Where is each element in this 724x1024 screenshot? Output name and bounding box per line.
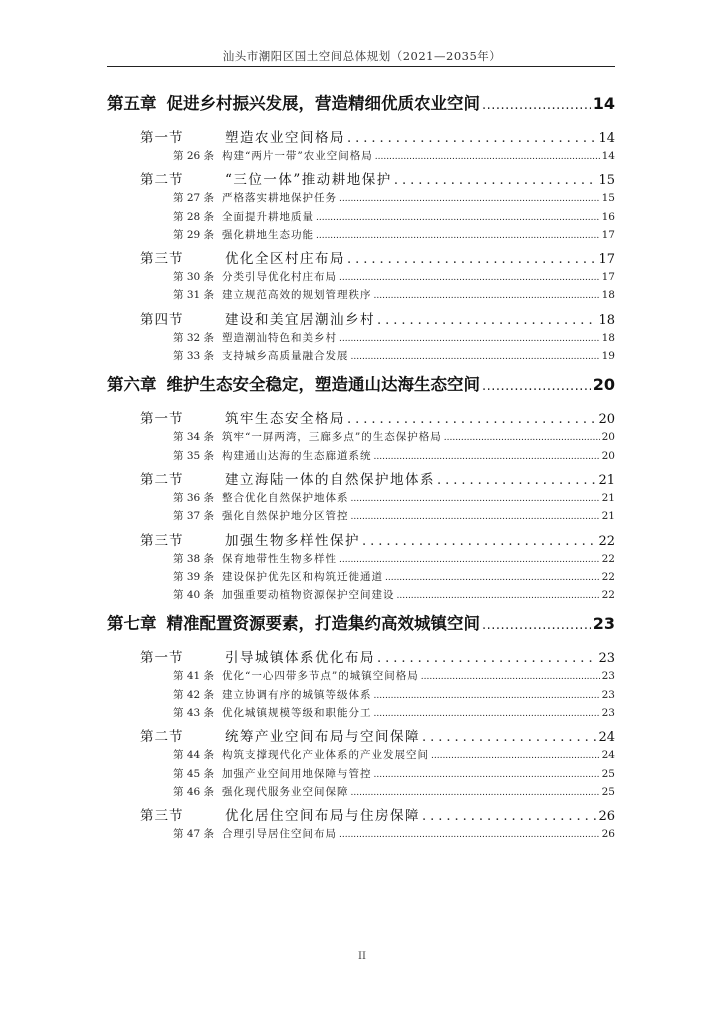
toc-page-number: 20 bbox=[598, 412, 615, 428]
toc-section-entry[interactable] bbox=[107, 468, 615, 490]
toc-article-title: 构建通山达海的生态廊道系统 bbox=[222, 449, 372, 462]
dot-leader bbox=[339, 194, 600, 204]
toc-article-entry[interactable] bbox=[107, 429, 615, 447]
toc-article-entry[interactable] bbox=[107, 687, 615, 705]
dot-leader bbox=[397, 591, 600, 601]
toc-page-number: 21 bbox=[601, 510, 615, 523]
toc-page-number: 18 bbox=[601, 331, 615, 344]
toc-page-number: 25 bbox=[601, 767, 615, 780]
toc-article-label: 第 45 条 bbox=[173, 767, 215, 780]
toc-chapter-label: 第七章 bbox=[107, 614, 157, 634]
toc-page-number: 15 bbox=[598, 173, 615, 189]
dot-leader bbox=[422, 809, 596, 824]
toc-article-entry[interactable] bbox=[107, 287, 615, 305]
toc-section-entry[interactable] bbox=[107, 725, 615, 747]
dot-leader bbox=[374, 770, 600, 780]
dot-leader bbox=[482, 98, 591, 113]
toc-chapter-entry[interactable] bbox=[107, 90, 615, 116]
toc-article-entry[interactable] bbox=[107, 766, 615, 784]
toc-page-number: 23 bbox=[598, 651, 615, 667]
toc-article-title: 建设保护优先区和构筑迁徙通道 bbox=[222, 570, 383, 583]
toc-page-number: 21 bbox=[601, 491, 615, 504]
toc-page-number: 14 bbox=[601, 150, 615, 162]
toc-article-label: 第 41 条 bbox=[173, 670, 215, 683]
dot-leader bbox=[374, 452, 600, 462]
toc-section-title: 加强生物多样性保护 bbox=[225, 532, 360, 549]
toc-article-label: 第 29 条 bbox=[173, 228, 215, 241]
toc-section-label: 第一节 bbox=[140, 130, 184, 146]
toc-page-number: 14 bbox=[598, 131, 615, 146]
table-of-contents bbox=[107, 85, 615, 845]
toc-section-title: 筑牢生态安全格局 bbox=[225, 411, 345, 428]
toc-page-number: 18 bbox=[598, 312, 615, 328]
toc-section-label: 第一节 bbox=[140, 650, 184, 667]
dot-leader bbox=[339, 273, 600, 283]
toc-article-entry[interactable] bbox=[107, 508, 615, 526]
toc-article-title: 构建“两片一带”农业空间格局 bbox=[222, 150, 373, 162]
toc-article-label: 第 32 条 bbox=[173, 331, 215, 344]
dot-leader bbox=[347, 252, 596, 267]
toc-page-number: 26 bbox=[601, 828, 615, 841]
toc-page-number: 23 bbox=[601, 688, 615, 701]
dot-leader bbox=[374, 691, 600, 701]
toc-section-label: 第二节 bbox=[140, 471, 184, 488]
toc-page-number: 20 bbox=[601, 431, 615, 444]
toc-article-entry[interactable] bbox=[107, 587, 615, 605]
toc-section-label: 第三节 bbox=[140, 808, 184, 825]
toc-section-label: 第四节 bbox=[140, 311, 184, 328]
running-header: 汕头市潮阳区国土空间总体规划（2021—2035年） bbox=[222, 49, 502, 63]
dot-leader bbox=[339, 555, 600, 565]
toc-article-label: 第 47 条 bbox=[173, 828, 215, 841]
toc-article-title: 合理引导居住空间布局 bbox=[222, 828, 337, 841]
toc-section-label: 第二节 bbox=[140, 172, 184, 189]
toc-page-number: 20 bbox=[592, 375, 615, 395]
toc-chapter-title: 精准配置资源要素，打造集约高效城镇空间 bbox=[166, 614, 480, 634]
dot-leader bbox=[351, 494, 600, 504]
toc-section-entry[interactable] bbox=[107, 407, 615, 429]
toc-page-number: 23 bbox=[601, 670, 615, 683]
toc-article-title: 强化自然保护地分区管控 bbox=[222, 510, 349, 523]
toc-article-label: 第 31 条 bbox=[173, 289, 215, 302]
toc-section-entry[interactable] bbox=[107, 126, 615, 148]
toc-page-number: 16 bbox=[601, 210, 615, 223]
toc-section-title: 优化全区村庄布局 bbox=[225, 251, 345, 268]
toc-section-entry[interactable] bbox=[107, 308, 615, 330]
toc-page-number: 15 bbox=[601, 192, 615, 205]
page-number: II bbox=[358, 951, 366, 962]
toc-section-title: 引导城镇体系优化布局 bbox=[225, 650, 375, 667]
toc-article-title: 构筑支撑现代化产业体系的产业发展空间 bbox=[222, 749, 429, 762]
toc-page-number: 17 bbox=[598, 252, 615, 268]
toc-page-number: 25 bbox=[601, 785, 615, 798]
toc-article-label: 第 37 条 bbox=[173, 510, 215, 523]
toc-article-entry[interactable] bbox=[107, 826, 615, 844]
toc-article-label: 第 43 条 bbox=[173, 707, 215, 720]
toc-page-number: 19 bbox=[601, 350, 615, 363]
toc-page-number: 22 bbox=[601, 570, 615, 583]
toc-chapter-entry[interactable] bbox=[107, 371, 615, 397]
dot-leader bbox=[316, 231, 600, 241]
dot-leader bbox=[339, 334, 600, 344]
toc-article-title: 塑造潮汕特色和美乡村 bbox=[222, 331, 337, 344]
toc-section-label: 第三节 bbox=[140, 532, 184, 549]
toc-article-entry[interactable] bbox=[107, 668, 615, 686]
dot-leader bbox=[422, 730, 596, 745]
toc-page-number: 22 bbox=[601, 552, 615, 565]
dot-leader bbox=[347, 131, 596, 146]
toc-page-number: 24 bbox=[598, 730, 615, 746]
toc-article-title: 加强产业空间用地保障与管控 bbox=[222, 767, 372, 780]
toc-article-title: 建立规范高效的规划管理秩序 bbox=[222, 289, 372, 302]
toc-article-label: 第 36 条 bbox=[173, 491, 215, 504]
toc-article-title: 强化现代服务业空间保障 bbox=[222, 785, 349, 798]
toc-section-title: 建设和美宜居潮汕乡村 bbox=[225, 311, 375, 328]
dot-leader bbox=[385, 573, 600, 583]
toc-chapter-entry[interactable] bbox=[107, 610, 615, 636]
dot-leader bbox=[362, 534, 596, 549]
dot-leader bbox=[377, 313, 596, 328]
toc-section-entry[interactable] bbox=[107, 168, 615, 190]
toc-article-title: 加强重要动植物资源保护空间建设 bbox=[222, 589, 395, 602]
toc-article-entry[interactable] bbox=[107, 448, 615, 466]
toc-article-label: 第 38 条 bbox=[173, 552, 215, 565]
toc-section-title: 建立海陆一体的自然保护地体系 bbox=[225, 471, 435, 488]
toc-article-label: 第 34 条 bbox=[173, 431, 215, 444]
toc-article-entry[interactable] bbox=[107, 190, 615, 208]
toc-page-number: 14 bbox=[592, 94, 615, 113]
toc-article-entry[interactable] bbox=[107, 784, 615, 802]
toc-article-title: 分类引导优化村庄布局 bbox=[222, 271, 337, 284]
toc-section-entry[interactable] bbox=[107, 646, 615, 668]
toc-article-entry[interactable] bbox=[107, 269, 615, 287]
toc-article-label: 第 46 条 bbox=[173, 785, 215, 798]
toc-article-entry[interactable] bbox=[107, 551, 615, 569]
dot-leader bbox=[339, 830, 600, 840]
dot-leader bbox=[431, 751, 600, 761]
toc-section-entry[interactable] bbox=[107, 529, 615, 551]
toc-chapter-label: 第六章 bbox=[107, 375, 157, 395]
toc-page-number: 21 bbox=[598, 472, 615, 488]
toc-article-label: 第 44 条 bbox=[173, 749, 215, 762]
toc-article-label: 第 42 条 bbox=[173, 688, 215, 701]
toc-article-entry[interactable] bbox=[107, 348, 615, 366]
toc-chapter-title: 维护生态安全稳定，塑造通山达海生态空间 bbox=[166, 375, 480, 395]
dot-leader bbox=[374, 291, 600, 301]
toc-article-label: 第 30 条 bbox=[173, 271, 215, 284]
toc-article-label: 第 28 条 bbox=[173, 210, 215, 223]
toc-article-title: 保育地带性生物多样性 bbox=[222, 552, 337, 565]
toc-article-title: 建立协调有序的城镇等级体系 bbox=[222, 688, 372, 701]
dot-leader bbox=[351, 512, 600, 522]
dot-leader bbox=[347, 412, 596, 427]
toc-article-label: 第 26 条 bbox=[173, 150, 215, 162]
toc-section-title: 塑造农业空间格局 bbox=[225, 130, 345, 146]
toc-page-number: 23 bbox=[601, 707, 615, 720]
toc-section-title: 统筹产业空间布局与空间保障 bbox=[225, 729, 420, 746]
toc-section-label: 第一节 bbox=[140, 411, 184, 428]
toc-article-entry[interactable] bbox=[107, 330, 615, 348]
dot-leader bbox=[316, 213, 600, 223]
toc-article-label: 第 27 条 bbox=[173, 192, 215, 205]
toc-article-entry[interactable] bbox=[107, 490, 615, 508]
dot-leader bbox=[375, 152, 600, 162]
toc-article-entry[interactable] bbox=[107, 569, 615, 587]
dot-leader bbox=[394, 173, 597, 188]
toc-page-number: 22 bbox=[598, 533, 615, 549]
toc-article-title: 强化耕地生态功能 bbox=[222, 228, 314, 241]
dot-leader bbox=[444, 433, 600, 443]
dot-leader bbox=[437, 473, 596, 488]
toc-article-entry[interactable] bbox=[107, 209, 615, 227]
toc-section-entry[interactable] bbox=[107, 247, 615, 269]
toc-section-label: 第二节 bbox=[140, 729, 184, 746]
dot-leader bbox=[351, 352, 600, 362]
dot-leader bbox=[351, 788, 600, 798]
toc-article-title: 支持城乡高质量融合发展 bbox=[222, 350, 349, 363]
header-rule bbox=[107, 66, 615, 67]
toc-article-label: 第 40 条 bbox=[173, 589, 215, 602]
dot-leader bbox=[421, 672, 600, 682]
dot-leader bbox=[482, 379, 591, 394]
toc-article-title: 优化城镇规模等级和职能分工 bbox=[222, 707, 372, 720]
toc-page-number: 22 bbox=[601, 589, 615, 602]
toc-section-title: 优化居住空间布局与住房保障 bbox=[225, 808, 420, 825]
toc-article-title: 严格落实耕地保护任务 bbox=[222, 192, 337, 205]
toc-article-label: 第 35 条 bbox=[173, 449, 215, 462]
toc-page-number: 17 bbox=[601, 228, 615, 241]
toc-article-entry[interactable] bbox=[107, 705, 615, 723]
toc-article-title: 全面提升耕地质量 bbox=[222, 210, 314, 223]
toc-article-title: 筑牢“一屏两湾，三廊多点”的生态保护格局 bbox=[222, 431, 442, 444]
toc-article-entry[interactable] bbox=[107, 227, 615, 245]
toc-chapter-label: 第五章 bbox=[107, 94, 157, 113]
toc-section-entry[interactable] bbox=[107, 804, 615, 826]
dot-leader bbox=[377, 651, 596, 666]
toc-article-label: 第 39 条 bbox=[173, 570, 215, 583]
dot-leader bbox=[374, 709, 600, 719]
toc-page-number: 24 bbox=[601, 749, 615, 762]
toc-article-label: 第 33 条 bbox=[173, 350, 215, 363]
toc-page-number: 17 bbox=[601, 271, 615, 284]
toc-article-entry[interactable] bbox=[107, 148, 615, 166]
toc-page-number: 20 bbox=[601, 449, 615, 462]
toc-page-number: 18 bbox=[601, 289, 615, 302]
dot-leader bbox=[482, 618, 591, 633]
toc-article-entry[interactable] bbox=[107, 747, 615, 765]
toc-article-title: 优化“一心四带多节点”的城镇空间格局 bbox=[222, 670, 419, 683]
toc-page-number: 26 bbox=[598, 809, 615, 825]
toc-article-title: 整合优化自然保护地体系 bbox=[222, 491, 349, 504]
toc-chapter-title: 促进乡村振兴发展，营造精细优质农业空间 bbox=[166, 94, 480, 113]
toc-section-title: “三位一体”推动耕地保护 bbox=[225, 172, 392, 189]
toc-section-label: 第三节 bbox=[140, 251, 184, 268]
toc-page-number: 23 bbox=[592, 614, 615, 634]
